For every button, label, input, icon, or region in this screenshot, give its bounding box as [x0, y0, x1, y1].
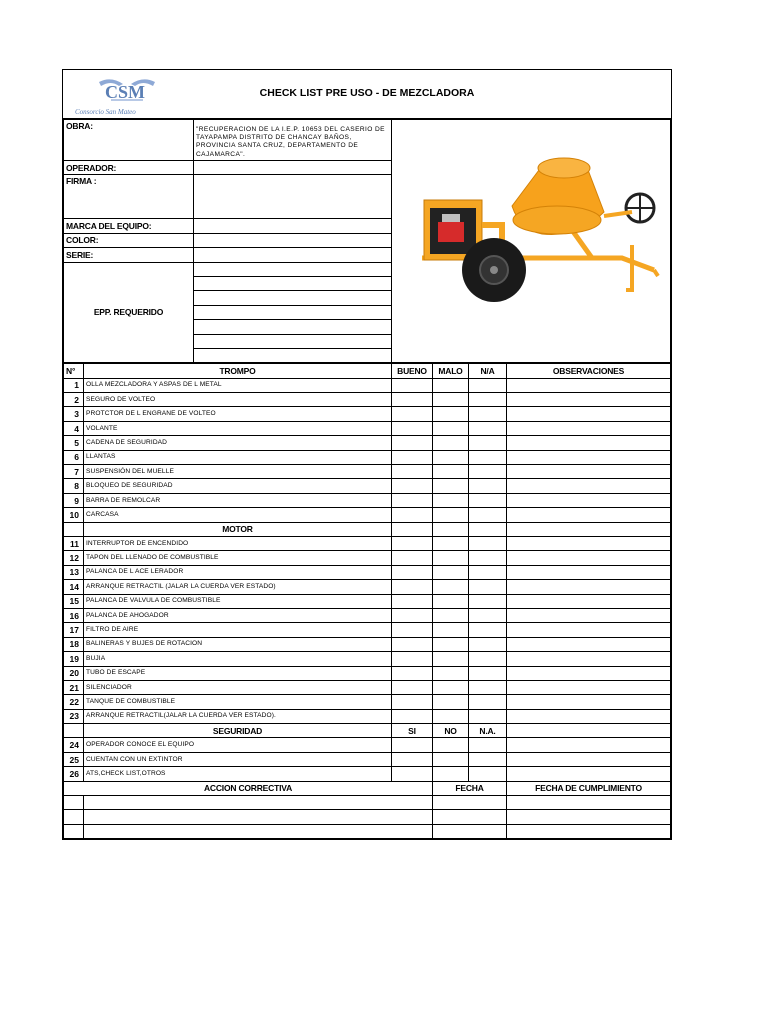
na-cell[interactable] [469, 623, 507, 637]
col-si-header: SI [392, 724, 433, 738]
item-number: 17 [64, 623, 84, 637]
table-row [64, 479, 671, 493]
observaciones-cell[interactable] [507, 594, 671, 608]
item-number: 22 [64, 695, 84, 709]
footer-header-row [64, 781, 671, 795]
item-label: OLLA MEZCLADORA Y ASPAS DE L METAL [84, 378, 392, 392]
blank-cell [507, 522, 671, 536]
na-cell[interactable] [469, 666, 507, 680]
na-cell[interactable] [469, 479, 507, 493]
marca-label: MARCA DEL EQUIPO: [64, 219, 194, 233]
item-label: TANQUE DE COMBUSTIBLE [84, 695, 392, 709]
epp-row[interactable] [194, 348, 392, 362]
item-number: 24 [64, 738, 84, 752]
item-number: 10 [64, 508, 84, 522]
bueno-cell[interactable] [392, 551, 433, 565]
na-cell[interactable] [469, 450, 507, 464]
malo-cell[interactable] [433, 709, 469, 723]
item-label: VOLANTE [84, 421, 392, 435]
item-number: 23 [64, 709, 84, 723]
bueno-cell[interactable] [392, 565, 433, 579]
accion-row [64, 824, 671, 838]
bueno-cell[interactable] [392, 652, 433, 666]
table-row [64, 407, 671, 421]
accion-num-cell[interactable] [64, 824, 84, 838]
table-row [64, 594, 671, 608]
malo-cell[interactable] [433, 551, 469, 565]
section-trompo: TROMPO [84, 364, 392, 378]
observaciones-cell[interactable] [507, 378, 671, 392]
item-number: 1 [64, 378, 84, 392]
item-label: ATS,CHECK LIST,OTROS [84, 767, 392, 781]
item-label: SEGURO DE VOLTEO [84, 393, 392, 407]
na-cell[interactable] [469, 465, 507, 479]
malo-cell[interactable] [433, 536, 469, 550]
operador-value[interactable] [194, 161, 392, 175]
obra-label: OBRA: [64, 120, 194, 161]
table-row [64, 709, 671, 723]
fecha-cumplimiento-cell[interactable] [507, 796, 671, 810]
item-label: LLANTAS [84, 450, 392, 464]
na-cell[interactable] [469, 637, 507, 651]
na-cell[interactable] [469, 695, 507, 709]
malo-cell[interactable] [433, 508, 469, 522]
na-cell[interactable] [469, 565, 507, 579]
item-number: 19 [64, 652, 84, 666]
observaciones-cell[interactable] [507, 465, 671, 479]
item-label: ARRANQUE RETRACTIL (JALAR LA CUERDA VER ESTADO) [84, 580, 392, 594]
observaciones-cell[interactable] [507, 580, 671, 594]
item-label: BARRA DE REMOLCAR [84, 493, 392, 507]
malo-cell[interactable] [433, 695, 469, 709]
malo-cell[interactable] [433, 436, 469, 450]
malo-cell[interactable] [433, 637, 469, 651]
bueno-cell[interactable] [392, 378, 433, 392]
fecha-cell[interactable] [433, 824, 507, 838]
observaciones-cell[interactable] [507, 752, 671, 766]
observaciones-cell[interactable] [507, 623, 671, 637]
malo-cell[interactable] [433, 393, 469, 407]
item-number: 7 [64, 465, 84, 479]
accion-num-cell[interactable] [64, 796, 84, 810]
section-motor-blank [64, 522, 84, 536]
checklist-table [63, 363, 671, 839]
marca-value[interactable] [194, 219, 392, 233]
color-value[interactable] [194, 233, 392, 247]
malo-cell[interactable] [433, 680, 469, 694]
na-cell[interactable] [469, 738, 507, 752]
item-label: INTERRUPTOR DE ENCENDIDO [84, 536, 392, 550]
na-cell[interactable] [469, 752, 507, 766]
accion-cell[interactable] [84, 796, 433, 810]
bueno-cell[interactable] [392, 623, 433, 637]
malo-cell[interactable] [433, 608, 469, 622]
accion-cell[interactable] [84, 824, 433, 838]
table-row [64, 508, 671, 522]
observaciones-cell[interactable] [507, 738, 671, 752]
epp-row[interactable] [194, 276, 392, 290]
na-cell[interactable] [469, 551, 507, 565]
bueno-cell[interactable] [392, 738, 433, 752]
item-label: TUBO DE ESCAPE [84, 666, 392, 680]
malo-cell[interactable] [433, 378, 469, 392]
svg-text:CSM: CSM [105, 82, 145, 102]
item-label: PALANCA DE L ACE LERADOR [84, 565, 392, 579]
accion-cell[interactable] [84, 810, 433, 824]
table-row [64, 752, 671, 766]
concrete-mixer-photo [392, 150, 670, 328]
accion-row [64, 796, 671, 810]
col-observaciones-header: OBSERVACIONES [507, 364, 671, 378]
observaciones-cell[interactable] [507, 608, 671, 622]
table-row [64, 378, 671, 392]
epp-row[interactable] [194, 262, 392, 276]
table-row [64, 421, 671, 435]
item-label: SUSPENSIÓN DEL MUELLE [84, 465, 392, 479]
blank-cell [507, 724, 671, 738]
table-row [64, 666, 671, 680]
malo-cell[interactable] [433, 565, 469, 579]
checklist-sheet [62, 69, 672, 840]
fecha-header: FECHA [433, 781, 507, 795]
epp-row[interactable] [194, 305, 392, 319]
item-number: 6 [64, 450, 84, 464]
serie-label: SERIE: [64, 248, 194, 262]
color-label: COLOR: [64, 233, 194, 247]
table-row [64, 565, 671, 579]
table-row [64, 738, 671, 752]
na-cell[interactable] [469, 608, 507, 622]
item-number: 12 [64, 551, 84, 565]
sheet-header [63, 70, 671, 119]
observaciones-cell[interactable] [507, 652, 671, 666]
item-number: 13 [64, 565, 84, 579]
bueno-cell[interactable] [392, 709, 433, 723]
epp-row[interactable] [194, 334, 392, 348]
page-title: CHECK LIST PRE USO - DE MEZCLADORA [259, 87, 475, 99]
observaciones-cell[interactable] [507, 637, 671, 651]
table-row [64, 493, 671, 507]
malo-cell[interactable] [433, 767, 469, 781]
observaciones-cell[interactable] [507, 450, 671, 464]
bueno-cell[interactable] [392, 767, 433, 781]
observaciones-cell[interactable] [507, 709, 671, 723]
section-header-row [64, 522, 671, 536]
equipment-photo-cell [392, 120, 671, 363]
info-table [63, 119, 671, 363]
observaciones-cell[interactable] [507, 680, 671, 694]
malo-cell[interactable] [433, 738, 469, 752]
bueno-cell[interactable] [392, 695, 433, 709]
bueno-cell[interactable] [392, 752, 433, 766]
malo-cell[interactable] [433, 594, 469, 608]
bueno-cell[interactable] [392, 536, 433, 550]
na-cell[interactable] [469, 536, 507, 550]
table-row [64, 580, 671, 594]
item-label: CADENA DE SEGURIDAD [84, 436, 392, 450]
blank-cell [469, 522, 507, 536]
item-number: 26 [64, 767, 84, 781]
col-bueno-header: BUENO [392, 364, 433, 378]
bueno-cell[interactable] [392, 493, 433, 507]
bueno-cell[interactable] [392, 407, 433, 421]
epp-label: EPP. REQUERIDO [64, 262, 194, 363]
bueno-cell[interactable] [392, 393, 433, 407]
fecha-cell[interactable] [433, 796, 507, 810]
section-seguridad-blank [64, 724, 84, 738]
malo-cell[interactable] [433, 493, 469, 507]
table-row [64, 436, 671, 450]
observaciones-cell[interactable] [507, 393, 671, 407]
table-row [64, 652, 671, 666]
item-number: 16 [64, 608, 84, 622]
item-number: 8 [64, 479, 84, 493]
observaciones-cell[interactable] [507, 508, 671, 522]
item-number: 2 [64, 393, 84, 407]
malo-cell[interactable] [433, 580, 469, 594]
observaciones-cell[interactable] [507, 767, 671, 781]
bueno-cell[interactable] [392, 436, 433, 450]
item-label: CARCASA [84, 508, 392, 522]
na-cell[interactable] [469, 378, 507, 392]
bueno-cell[interactable] [392, 479, 433, 493]
bueno-cell[interactable] [392, 666, 433, 680]
bueno-cell[interactable] [392, 580, 433, 594]
bueno-cell[interactable] [392, 450, 433, 464]
item-label: BALINERAS Y BUJES DE ROTACION [84, 637, 392, 651]
accion-row [64, 810, 671, 824]
observaciones-cell[interactable] [507, 436, 671, 450]
table-row [64, 767, 671, 781]
item-label: BLOQUEO DE SEGURIDAD [84, 479, 392, 493]
item-label: CUENTAN CON UN EXTINTOR [84, 752, 392, 766]
table-row [64, 465, 671, 479]
malo-cell[interactable] [433, 465, 469, 479]
section-header-row [64, 364, 671, 378]
malo-cell[interactable] [433, 752, 469, 766]
bueno-cell[interactable] [392, 608, 433, 622]
na-cell[interactable] [469, 709, 507, 723]
item-number: 14 [64, 580, 84, 594]
col-na2-header: N.A. [469, 724, 507, 738]
obra-value: "RECUPERACION DE LA I.E.P. 10653 DEL CASERIO DE TAYAPAMPA DISTRITO DE CHANCAY BAÑOS, PROVINCIA SANTA CRUZ, DEPARTAMENTO DE CAJAMARCA". [194, 120, 392, 161]
malo-cell[interactable] [433, 652, 469, 666]
item-number: 4 [64, 421, 84, 435]
observaciones-cell[interactable] [507, 551, 671, 565]
fecha-cumplimiento-cell[interactable] [507, 810, 671, 824]
section-header-row [64, 724, 671, 738]
item-number: 15 [64, 594, 84, 608]
item-number: 11 [64, 536, 84, 550]
item-label: OPERADOR CONOCE EL EQUIPO [84, 738, 392, 752]
table-row [64, 536, 671, 550]
item-label: PALANCA DE AHOGADOR [84, 608, 392, 622]
observaciones-cell[interactable] [507, 421, 671, 435]
observaciones-cell[interactable] [507, 565, 671, 579]
item-label: FILTRO DE AIRE [84, 623, 392, 637]
observaciones-cell[interactable] [507, 666, 671, 680]
accion-num-cell[interactable] [64, 810, 84, 824]
table-row [64, 551, 671, 565]
bueno-cell[interactable] [392, 594, 433, 608]
na-cell[interactable] [469, 680, 507, 694]
firma-label: FIRMA : [64, 175, 194, 219]
table-row [64, 450, 671, 464]
epp-row[interactable] [194, 320, 392, 334]
malo-cell[interactable] [433, 450, 469, 464]
malo-cell[interactable] [433, 421, 469, 435]
item-number: 9 [64, 493, 84, 507]
observaciones-cell[interactable] [507, 479, 671, 493]
item-label: PROTCTOR DE L ENGRANE DE VOLTEO [84, 407, 392, 421]
fecha-cumplimiento-cell[interactable] [507, 824, 671, 838]
item-label: SILENCIADOR [84, 680, 392, 694]
table-row [64, 680, 671, 694]
table-row [64, 623, 671, 637]
observaciones-cell[interactable] [507, 407, 671, 421]
na-cell[interactable] [469, 493, 507, 507]
na-cell[interactable] [469, 421, 507, 435]
operador-label: OPERADOR: [64, 161, 194, 175]
malo-cell[interactable] [433, 623, 469, 637]
serie-value[interactable] [194, 248, 392, 262]
observaciones-cell[interactable] [507, 695, 671, 709]
na-cell[interactable] [469, 652, 507, 666]
na-cell[interactable] [469, 407, 507, 421]
item-number: 18 [64, 637, 84, 651]
blank-cell [392, 522, 433, 536]
table-row [64, 695, 671, 709]
na-cell[interactable] [469, 594, 507, 608]
observaciones-cell[interactable] [507, 536, 671, 550]
na-cell[interactable] [469, 767, 507, 781]
malo-cell[interactable] [433, 407, 469, 421]
accion-correctiva-header: ACCION CORRECTIVA [64, 781, 433, 795]
na-cell[interactable] [469, 508, 507, 522]
bueno-cell[interactable] [392, 637, 433, 651]
fecha-cumplimiento-header: FECHA DE CUMPLIMIENTO [507, 781, 671, 795]
blank-cell [433, 522, 469, 536]
item-label: BUJIA [84, 652, 392, 666]
item-number: 20 [64, 666, 84, 680]
epp-row[interactable] [194, 291, 392, 305]
item-number: 3 [64, 407, 84, 421]
section-motor: MOTOR [84, 522, 392, 536]
table-row [64, 608, 671, 622]
item-label: TAPON DEL LLENADO DE COMBUSTIBLE [84, 551, 392, 565]
item-label: PALANCA DE VALVULA DE COMBUSTIBLE [84, 594, 392, 608]
item-number: 25 [64, 752, 84, 766]
malo-cell[interactable] [433, 479, 469, 493]
item-number: 5 [64, 436, 84, 450]
bueno-cell[interactable] [392, 421, 433, 435]
firma-value[interactable] [194, 175, 392, 219]
na-cell[interactable] [469, 393, 507, 407]
table-row [64, 637, 671, 651]
na-cell[interactable] [469, 580, 507, 594]
bueno-cell[interactable] [392, 680, 433, 694]
item-number: 21 [64, 680, 84, 694]
col-num-header: N° [64, 364, 84, 378]
section-seguridad: SEGURIDAD [84, 724, 392, 738]
table-row [64, 393, 671, 407]
observaciones-cell[interactable] [507, 493, 671, 507]
col-na-header: N/A [469, 364, 507, 378]
logo-text: Consorcio San Mateo [75, 108, 136, 116]
na-cell[interactable] [469, 436, 507, 450]
bueno-cell[interactable] [392, 465, 433, 479]
item-label: ARRANQUE RETRACTIL(JALAR LA CUERDA VER ESTADO). [84, 709, 392, 723]
malo-cell[interactable] [433, 666, 469, 680]
bueno-cell[interactable] [392, 508, 433, 522]
fecha-cell[interactable] [433, 810, 507, 824]
col-malo-header: MALO [433, 364, 469, 378]
col-no-header: NO [433, 724, 469, 738]
